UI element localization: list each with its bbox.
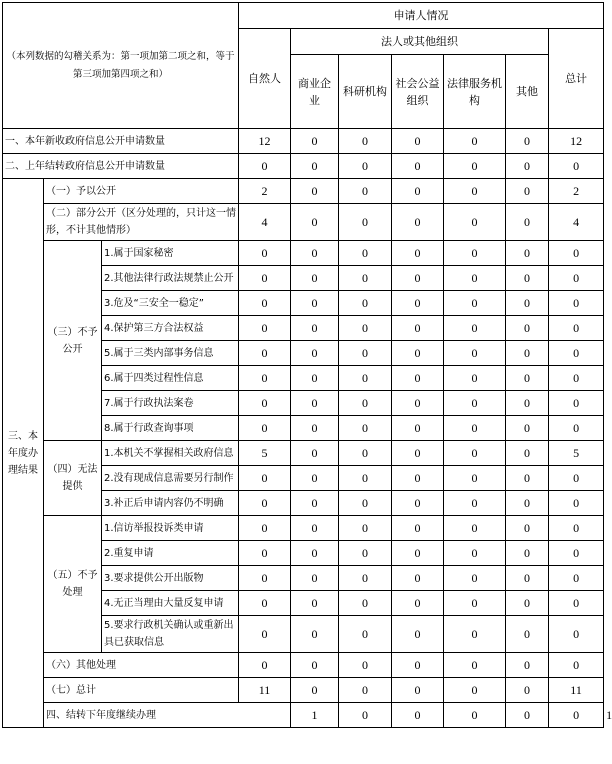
row-label: 1.信访举报投诉类申请 xyxy=(102,516,239,541)
cell-commercial: 0 xyxy=(291,491,339,516)
row-label: 2.其他法律行政法规禁止公开 xyxy=(102,266,239,291)
cell-research: 0 xyxy=(339,266,392,291)
cell-social-welfare: 0 xyxy=(392,678,444,703)
cell-other: 0 xyxy=(506,678,549,703)
table-row xyxy=(3,516,604,541)
cell-commercial: 0 xyxy=(291,591,339,616)
cell-natural-person: 5 xyxy=(239,441,291,466)
cell-research: 0 xyxy=(339,616,392,653)
cell-other: 0 xyxy=(506,366,549,391)
cell-other: 0 xyxy=(506,316,549,341)
cell-total: 0 xyxy=(549,366,604,391)
cell-natural-person: 0 xyxy=(239,516,291,541)
cell-other: 0 xyxy=(506,291,549,316)
cell-research: 0 xyxy=(339,241,392,266)
cell-total: 0 xyxy=(549,466,604,491)
row-label: 8.属于行政查询事项 xyxy=(102,416,239,441)
cell-other: 0 xyxy=(506,616,549,653)
cell-natural-person: 0 xyxy=(239,616,291,653)
header-research: 科研机构 xyxy=(339,55,392,129)
cell-research: 0 xyxy=(339,341,392,366)
cell-natural-person: 0 xyxy=(239,591,291,616)
table-row xyxy=(3,678,604,703)
cell-other: 0 xyxy=(506,416,549,441)
cell-total: 5 xyxy=(549,441,604,466)
row-label: （七）总计 xyxy=(44,678,239,703)
cell-total: 0 xyxy=(549,541,604,566)
cell-natural-person: 0 xyxy=(239,241,291,266)
table-row: 四、结转下年度继续办理 1 0 0 0 0 0 1 xyxy=(3,703,604,728)
cell-other: 0 xyxy=(549,703,604,728)
cell-commercial: 0 xyxy=(291,566,339,591)
cell-total: 0 xyxy=(549,591,604,616)
cell-other: 0 xyxy=(506,591,549,616)
cell-natural-person: 0 xyxy=(239,266,291,291)
cell-research: 0 xyxy=(339,291,392,316)
row-label: （二）部分公开（区分处理的，只计这一情形，不计其他情形） xyxy=(44,204,239,241)
row-label: 2.重复申请 xyxy=(102,541,239,566)
cell-social-welfare: 0 xyxy=(392,179,444,204)
table-row xyxy=(3,129,604,154)
cell-commercial: 0 xyxy=(291,316,339,341)
cell-research: 0 xyxy=(339,204,392,241)
cell-legal-service: 0 xyxy=(444,241,506,266)
row-label: （六）其他处理 xyxy=(44,653,239,678)
header-natural-person: 自然人 xyxy=(239,29,291,129)
cell-natural-person: 0 xyxy=(239,391,291,416)
cell-total: 12 xyxy=(549,129,604,154)
header-applicant-status: 申请人情况 xyxy=(239,3,604,29)
cell-research: 0 xyxy=(339,366,392,391)
cell-social-welfare: 0 xyxy=(444,703,506,728)
cell-legal-service: 0 xyxy=(444,566,506,591)
row-label: 5.要求行政机关确认或重新出具已获取信息 xyxy=(102,616,239,653)
cell-total: 0 xyxy=(549,316,604,341)
row-label: 4.保护第三方合法权益 xyxy=(102,316,239,341)
cell-legal-service: 0 xyxy=(444,291,506,316)
cell-legal-service: 0 xyxy=(444,204,506,241)
cell-commercial: 0 xyxy=(291,154,339,179)
cell-social-welfare: 0 xyxy=(392,366,444,391)
group-label-g4: （四）无法提供 xyxy=(44,441,102,516)
cell-total: 0 xyxy=(549,241,604,266)
cell-legal-service: 0 xyxy=(444,653,506,678)
cell-legal-service: 0 xyxy=(444,154,506,179)
cell-legal-service: 0 xyxy=(444,441,506,466)
cell-commercial: 0 xyxy=(291,653,339,678)
cell-total: 2 xyxy=(549,179,604,204)
cell-natural-person: 0 xyxy=(239,416,291,441)
cell-natural-person: 0 xyxy=(239,491,291,516)
cell-total: 0 xyxy=(549,516,604,541)
row-label: 7.属于行政执法案卷 xyxy=(102,391,239,416)
cell-other: 0 xyxy=(506,154,549,179)
header-legal-service: 法律服务机构 xyxy=(444,55,506,129)
cell-social-welfare: 0 xyxy=(392,316,444,341)
cell-research: 0 xyxy=(339,391,392,416)
cell-total: 0 xyxy=(549,491,604,516)
cell-legal-service: 0 xyxy=(444,416,506,441)
row-label: 3.要求提供公开出版物 xyxy=(102,566,239,591)
cell-other: 0 xyxy=(506,466,549,491)
cell-natural-person: 0 xyxy=(239,653,291,678)
row-label: 5.属于三类内部事务信息 xyxy=(102,341,239,366)
cell-social-welfare: 0 xyxy=(392,416,444,441)
cell-commercial: 0 xyxy=(291,266,339,291)
cell-legal-service: 0 xyxy=(444,678,506,703)
cell-legal-service: 0 xyxy=(444,179,506,204)
cell-total: 0 xyxy=(549,154,604,179)
cell-commercial: 0 xyxy=(291,441,339,466)
cell-other: 0 xyxy=(506,391,549,416)
cell-social-welfare: 0 xyxy=(392,616,444,653)
cell-legal-service: 0 xyxy=(444,466,506,491)
cell-total: 0 xyxy=(549,566,604,591)
cell-legal-service: 0 xyxy=(444,391,506,416)
cell-research: 0 xyxy=(339,441,392,466)
cell-legal-service: 0 xyxy=(444,266,506,291)
row-label: （一）予以公开 xyxy=(44,179,239,204)
cell-other: 0 xyxy=(506,566,549,591)
cell-total: 0 xyxy=(549,291,604,316)
cell-other: 0 xyxy=(506,129,549,154)
cell-legal-service: 0 xyxy=(506,703,549,728)
row-label: 1.属于国家秘密 xyxy=(102,241,239,266)
cell-research: 0 xyxy=(339,653,392,678)
cell-research: 0 xyxy=(339,154,392,179)
row-label: 四、结转下年度继续办理 xyxy=(44,703,291,728)
cell-total: 0 xyxy=(549,416,604,441)
cell-social-welfare: 0 xyxy=(392,241,444,266)
cell-legal-service: 0 xyxy=(444,341,506,366)
cell-social-welfare: 0 xyxy=(392,291,444,316)
cell-natural-person: 4 xyxy=(239,204,291,241)
cell-commercial: 0 xyxy=(291,179,339,204)
cell-commercial: 0 xyxy=(291,541,339,566)
cell-commercial: 0 xyxy=(291,466,339,491)
table-row xyxy=(3,441,604,466)
header-legal-group: 法人或其他组织 xyxy=(291,29,549,55)
cell-other: 0 xyxy=(506,653,549,678)
cell-social-welfare: 0 xyxy=(392,391,444,416)
cell-social-welfare: 0 xyxy=(392,541,444,566)
cell-social-welfare: 0 xyxy=(392,341,444,366)
row-label: 4.无正当理由大量反复申请 xyxy=(102,591,239,616)
cell-other: 0 xyxy=(506,491,549,516)
cell-total: 0 xyxy=(549,616,604,653)
cell-natural-person: 12 xyxy=(239,129,291,154)
cell-natural-person: 0 xyxy=(239,154,291,179)
group-label-g3: （三）不予公开 xyxy=(44,241,102,441)
cell-commercial: 0 xyxy=(291,291,339,316)
cell-total: 4 xyxy=(549,204,604,241)
cell-commercial: 0 xyxy=(291,129,339,154)
cell-research: 0 xyxy=(339,316,392,341)
table-row xyxy=(3,241,604,266)
cell-natural-person: 0 xyxy=(239,466,291,491)
cell-legal-service: 0 xyxy=(444,366,506,391)
cell-commercial: 0 xyxy=(291,678,339,703)
cell-other: 0 xyxy=(506,241,549,266)
gov-info-disclosure-table xyxy=(2,2,612,728)
cell-natural-person: 2 xyxy=(239,179,291,204)
cell-research: 0 xyxy=(339,678,392,703)
table-row xyxy=(3,179,604,204)
header-commercial: 商业企业 xyxy=(291,55,339,129)
cell-legal-service: 0 xyxy=(444,541,506,566)
table-row xyxy=(3,154,604,179)
header-social-welfare: 社会公益组织 xyxy=(392,55,444,129)
cell-legal-service: 0 xyxy=(444,129,506,154)
header-total: 总计 xyxy=(549,29,604,129)
cell-commercial: 0 xyxy=(291,366,339,391)
row-label: 3.补正后申请内容仍不明确 xyxy=(102,491,239,516)
cell-natural-person: 11 xyxy=(239,678,291,703)
cell-research: 0 xyxy=(339,179,392,204)
cell-research: 0 xyxy=(339,541,392,566)
cell-legal-service: 0 xyxy=(444,616,506,653)
cell-research: 0 xyxy=(339,466,392,491)
cell-social-welfare: 0 xyxy=(392,204,444,241)
cell-other: 0 xyxy=(506,441,549,466)
cell-social-welfare: 0 xyxy=(392,154,444,179)
cell-commercial: 0 xyxy=(291,391,339,416)
group-label-g5: （五）不予处理 xyxy=(44,516,102,653)
cell-commercial: 0 xyxy=(291,341,339,366)
cell-total: 11 xyxy=(549,678,604,703)
row-label: 3.危及“三安全一稳定” xyxy=(102,291,239,316)
cell-legal-service: 0 xyxy=(444,316,506,341)
cell-total: 0 xyxy=(549,653,604,678)
cell-commercial: 0 xyxy=(339,703,392,728)
cell-total: 0 xyxy=(549,266,604,291)
cell-social-welfare: 0 xyxy=(392,653,444,678)
cell-research: 0 xyxy=(339,516,392,541)
cell-other: 0 xyxy=(506,341,549,366)
cell-social-welfare: 0 xyxy=(392,129,444,154)
row-label: 二、上年结转政府信息公开申请数量 xyxy=(3,154,239,179)
cell-natural-person: 0 xyxy=(239,341,291,366)
cell-commercial: 0 xyxy=(291,616,339,653)
cell-research: 0 xyxy=(339,591,392,616)
cell-legal-service: 0 xyxy=(444,491,506,516)
cell-total: 0 xyxy=(549,341,604,366)
cell-commercial: 0 xyxy=(291,416,339,441)
cell-research: 0 xyxy=(339,416,392,441)
cell-commercial: 0 xyxy=(291,204,339,241)
cell-natural-person: 0 xyxy=(239,541,291,566)
cell-natural-person: 0 xyxy=(239,366,291,391)
cell-other: 0 xyxy=(506,541,549,566)
row-label: 一、本年新收政府信息公开申请数量 xyxy=(3,129,239,154)
header-note: （本列数据的勾稽关系为：第一项加第二项之和，等于第三项加第四项之和） xyxy=(3,3,239,129)
cell-social-welfare: 0 xyxy=(392,566,444,591)
table-row xyxy=(3,653,604,678)
cell-research: 0 xyxy=(339,129,392,154)
cell-other: 0 xyxy=(506,516,549,541)
section-label-s3: 三、本年度办理结果 xyxy=(3,179,44,728)
cell-natural-person: 1 xyxy=(291,703,339,728)
cell-research: 0 xyxy=(339,491,392,516)
cell-other: 0 xyxy=(506,204,549,241)
cell-total: 0 xyxy=(549,391,604,416)
cell-natural-person: 0 xyxy=(239,316,291,341)
cell-research: 0 xyxy=(392,703,444,728)
cell-legal-service: 0 xyxy=(444,516,506,541)
row-label: 1.本机关不掌握相关政府信息 xyxy=(102,441,239,466)
cell-commercial: 0 xyxy=(291,516,339,541)
cell-social-welfare: 0 xyxy=(392,591,444,616)
cell-social-welfare: 0 xyxy=(392,266,444,291)
cell-commercial: 0 xyxy=(291,241,339,266)
row-label: 2.没有现成信息需要另行制作 xyxy=(102,466,239,491)
cell-social-welfare: 0 xyxy=(392,491,444,516)
row-label: 6.属于四类过程性信息 xyxy=(102,366,239,391)
cell-other: 0 xyxy=(506,266,549,291)
cell-social-welfare: 0 xyxy=(392,466,444,491)
table-row xyxy=(3,204,604,241)
cell-research: 0 xyxy=(339,566,392,591)
header-other: 其他 xyxy=(506,55,549,129)
cell-social-welfare: 0 xyxy=(392,516,444,541)
cell-other: 0 xyxy=(506,179,549,204)
cell-legal-service: 0 xyxy=(444,591,506,616)
cell-natural-person: 0 xyxy=(239,291,291,316)
cell-natural-person: 0 xyxy=(239,566,291,591)
cell-social-welfare: 0 xyxy=(392,441,444,466)
